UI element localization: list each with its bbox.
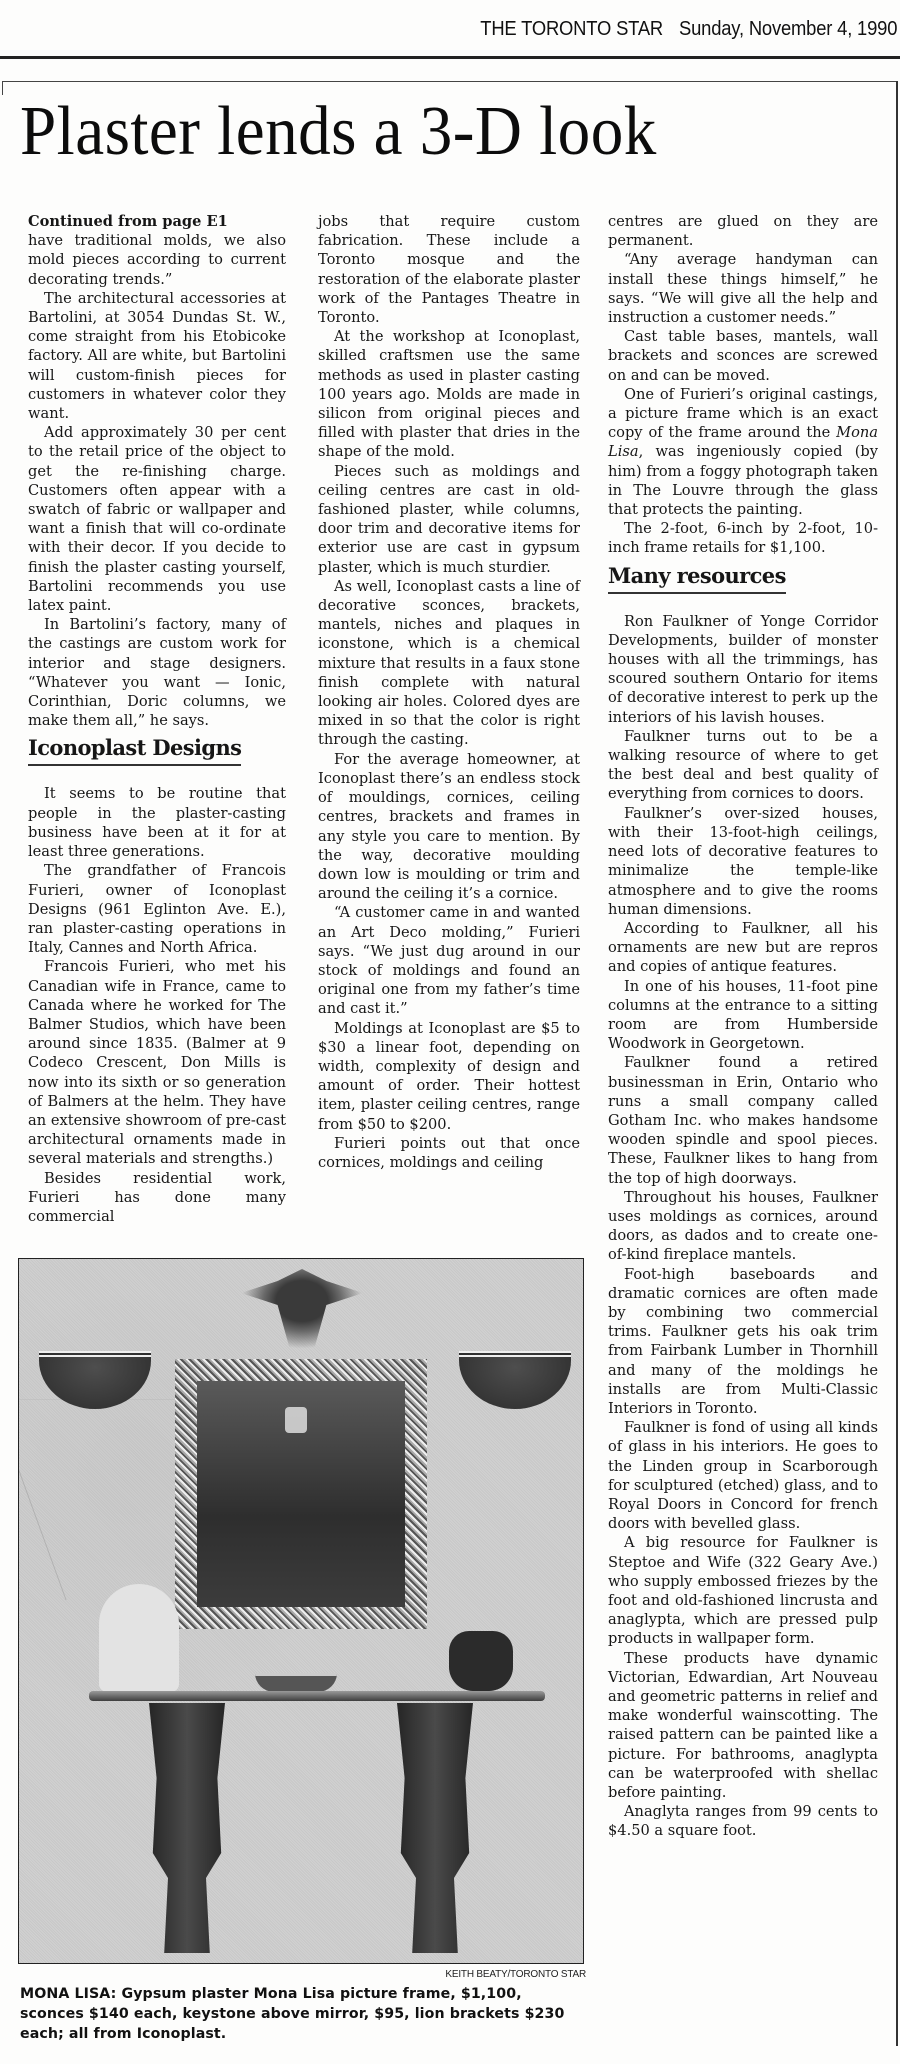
paragraph: At the workshop at Iconoplast, skilled craftsmen use the same methods as used in plaster casting 100 years ago. Molds are made in silicon from original pieces and filled with plaster that dries in the shape of the mold. [318, 328, 580, 461]
article-box-left-border [2, 81, 3, 95]
paragraph: Moldings at Iconoplast are $5 to $30 a linear foot, depending on width, complexity of design and amount of order. Their hottest item, plaster ceiling centres, range from $50 to $200. [318, 1019, 580, 1133]
article-box-top-border [2, 81, 898, 82]
article-column-3 [608, 212, 878, 1841]
paragraph: The 2-foot, 6-inch by 2-foot, 10-inch frame retails for $1,100. [608, 520, 878, 557]
paragraph: “Any average handyman can install these things himself,” he says. “We will give all the help and instruction a customer needs.” [608, 251, 878, 327]
subhead-many-resources: Many resources [608, 562, 786, 594]
headline: Plaster lends a 3-D look [20, 93, 657, 170]
paragraph: Anaglyta ranges from 99 cents to $4.50 a square foot. [608, 1803, 878, 1840]
paragraph: “A customer came in and wanted an Art Deco molding,” Furieri says. “We just dug around in our stock of moldings and found an original one from my father’s time and cast it.” [318, 904, 580, 1018]
paragraph: have traditional molds, we also mold pieces according to current decorating trends.” [28, 232, 286, 288]
issue-date: Sunday, November 4, 1990 [678, 18, 897, 40]
paragraph: A big resource for Faulkner is Steptoe and Wife (322 Geary Ave.) who supply embossed friezes by the foot and old-fashioned lincrusta and anaglypta, which are pressed pulp products in wallpaper form. [608, 1534, 878, 1648]
masthead [480, 18, 897, 41]
paragraph: Faulkner is fond of using all kinds of glass in his interiors. He goes to the Linden group in Scarborough for sculptured (etched) glass, and to Royal Doors in Concord for french doors with bevelled glass. [608, 1419, 878, 1533]
paragraph: These products have dynamic Victorian, Edwardian, Art Nouveau and geometric patterns in relief and make wonderful wainscotting. The raised pattern can be painted like a picture. For bathrooms, anaglypta can be waterproofed with shellac before painting. [608, 1649, 878, 1802]
mona-lisa-frame-mirror [175, 1359, 427, 1629]
paragraph: Francois Furieri, who met his Canadian wife in France, came to Canada where he worked for The Balmer Studios, which have been around since 1835. (Balmer at 9 Codeco Crescent, Don Mills is now into its sixth or so generation of Balmers at the helm. They have an extensive showroom of pre-cast architectural ornaments made in several materials and strengths.) [28, 958, 286, 1168]
paragraph: The grandfather of Francois Furieri, owner of Iconoplast Designs (961 Eglinton Ave. E.), ran plaster-casting operations in Italy, Cannes and North Africa. [28, 862, 286, 957]
paragraph: The architectural accessories at Bartolini, at 3054 Dundas St. W., come straight from his Etobicoke factory. All are white, but Bartolini will custom-finish pieces for customers in whatever color they want. [28, 289, 286, 423]
paragraph: Pieces such as moldings and ceiling centres are cast in old-fashioned plaster, while columns, door trim and decorative items for exterior use are cast in gypsum plaster, which is much sturdier. [318, 462, 580, 576]
article-column-1 [28, 212, 286, 1226]
paragraph: Ron Faulkner of Yonge Corridor Developments, builder of monster houses with all the trimmings, has scoured southern Ontario for items of decorative interest to perk up the interiors of his lavish houses. [608, 612, 878, 726]
paragraph: According to Faulkner, all his ornaments are new but are repros and copies of antique features. [608, 919, 878, 976]
reflected-lamp [285, 1407, 307, 1433]
urn [449, 1631, 513, 1691]
photo-credit: KEITH BEATY/TORONTO STAR [445, 1969, 586, 1980]
italic-title: Mona Lisa [608, 424, 878, 461]
paragraph: Foot-high baseboards and dramatic cornices are often made by combining two commercial trims. Faulkner gets his oak trim from Fairbank Lumber in Thornhill and many of the moldings he installs are from Multi-Classic Interiors in Toronto. [608, 1265, 878, 1417]
glass-shelf [89, 1691, 545, 1701]
subhead-iconoplast-designs: Iconoplast Designs [28, 734, 241, 766]
text: One of Furieri’s original castings, a picture frame which is an exact copy of the frame around the [608, 385, 878, 442]
photo-caption: MONA LISA: Gypsum plaster Mona Lisa picture frame, $1,100, sconces $140 each, keystone above mirror, $95, lion brackets $230 each; all from Iconoplast. [20, 1986, 565, 2042]
paragraph: As well, Iconoplast casts a line of decorative sconces, brackets, mantels, niches and plaques in iconstone, which is a chemical mixture that results in a faux stone finish complete with natural looking air holes. Colored dyes are mixed in so that the color is right through the casting. [318, 577, 580, 749]
bowl [255, 1673, 337, 1692]
paragraph: It seems to be routine that people in the plaster-casting business have been at it for at least three generations. [28, 785, 286, 861]
paragraph: Add approximately 30 per cent to the retail price of the object to get the re-finishing charge. Customers often appear with a swatch of fabric or wallpaper and want a finish that will co-ordinate with their decor. If you decide to finish the plaster casting yourself, Bartolini recommends you use latex paint. [28, 424, 286, 615]
paragraph: In one of his houses, 11-foot pine columns at the entrance to a sitting room are from Humberside Woodwork in Georgetown. [608, 977, 878, 1053]
newspaper-name: THE TORONTO STAR [480, 18, 663, 40]
paragraph: Furieri points out that once cornices, moldings and ceiling [318, 1134, 580, 1171]
paragraph: Throughout his houses, Faulkner uses moldings as cornices, around doors, as dados and to create one-of-kind fireplace mantels. [608, 1188, 878, 1264]
text: , was ingeniously copied (by him) from a foggy photograph taken in The Louvre through the glass that protects the painting. [608, 443, 878, 519]
article-column-2 [318, 212, 580, 1172]
paragraph: Faulkner’s over-sized houses, with their 13-foot-high ceilings, need lots of decorative features to minimalize the temple-like atmosphere and to give the rooms human dimensions. [608, 804, 878, 918]
paragraph: Besides residential work, Furieri has done many commercial [28, 1169, 286, 1225]
paragraph: jobs that require custom fabrication. These include a Toronto mosque and the restoration of the elaborate plaster work of the Pantages Theatre in Toronto. [318, 213, 580, 327]
masthead-rule [0, 56, 900, 59]
paragraph: For the average homeowner, at Iconoplast there’s an endless stock of mouldings, cornices, ceiling centres, brackets and frames in any style you care to mention. By the way, decorative moulding down low is moulding or trim and around the ceiling it’s a cornice. [318, 750, 580, 903]
paragraph: centres are glued on they are permanent. [608, 213, 878, 250]
continued-from-label: Continued from page E1 [28, 213, 228, 230]
paragraph-mona-lisa [608, 385, 878, 519]
paragraph: Faulkner found a retired businessman in Erin, Ontario who runs a small company called Gotham Inc. who makes handsome wooden spindle and spool pieces. These, Faulkner likes to hang from the top of high doorways. [608, 1054, 878, 1187]
vase [99, 1584, 179, 1692]
paragraph: Cast table bases, mantels, wall brackets and sconces are screwed on and can be moved. [608, 328, 878, 384]
article-box-right-border [896, 81, 898, 2046]
paragraph: In Bartolini’s factory, many of the castings are custom work for interior and stage designers. “Whatever you want — Ionic, Corinthian, Doric columns, we make them all,” he says. [28, 616, 286, 730]
article-photo [18, 1258, 584, 1964]
paragraph: Faulkner turns out to be a walking resource of where to get the best deal and best quality of everything from cornices to doors. [608, 727, 878, 803]
